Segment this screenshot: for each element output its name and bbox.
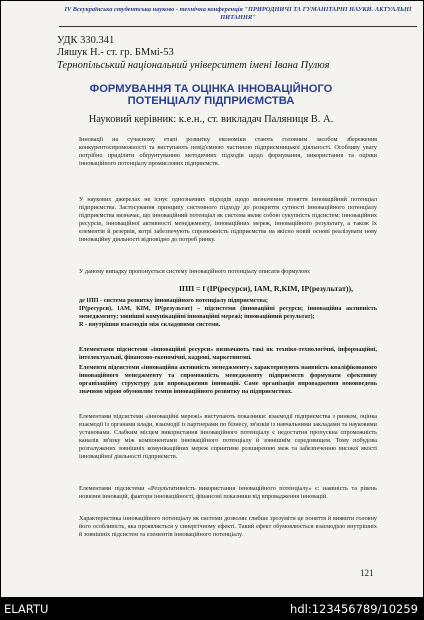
paragraph-9	[57, 515, 377, 539]
paragraph-3-text: У даному випадку пропонується систему інноваційного потенціалу описати формулою:	[79, 268, 311, 275]
document-page	[1, 1, 423, 597]
paragraph-1	[57, 136, 377, 168]
paragraph-4	[57, 297, 377, 329]
paragraph-7	[57, 413, 377, 460]
repository-footer	[0, 598, 424, 620]
paragraph-6	[57, 364, 377, 396]
paragraph-5-text: Елементами підсистеми «інноваційні ресурси» визначають такі як техніко-технологічні, інформаційні, інтелектуальні, фінансово-економічні, кадрові, маркетингові.	[79, 346, 377, 361]
paragraph-5	[57, 346, 377, 362]
paragraph-4a-text: де ІПП - система розвитку інноваційного потенціалу підприємства;	[79, 297, 269, 304]
paragraph-8-text: Елементами підсистеми «Результативність використання інноваційного потенціалу» є: наявність та рівень новизни інновацій, фактори інноваційності, фінансові показники від впровадження інновацій.	[79, 485, 377, 500]
advisor-line: Науковий керівник: к.е.н., ст. викладач Паляниця В. А.	[88, 114, 334, 125]
udk-code: УДК 330.341	[57, 35, 115, 46]
paragraph-2-text: У наукових джерелах не існує однозначних підходів щодо визначення поняття інноваційний потенціал підприємства. Застосування принципу системного підходу до розкриття сутності інноваційного потенціалу підприємства визначає, що інноваційний потенціал як система являє собою сукупність підсистем: інноваційних ресурсів, інноваційної активності менеджменту, інноваційних мереж, інноваційного результату, а також їх елементів й резервів, котрі забезпечують спроможність підприємства на якісно новій основі реалізувати нову інноваційну діяльності відповідно до потреб ринку.	[79, 196, 377, 243]
paragraph-4b-text: ІР(ресурси), ІАМ, КІМ, ІР(результат) – підсистеми (інноваційні ресурси; інноваційна активність менеджменту; зовнішні комунікаційні інноваційні мережі; інноваційний результат);	[79, 304, 377, 320]
paragraph-1-text: Інновації на сучасному етапі розвитку економіки стають головним засобом збереження конкурентоспроможності та виступають невід'ємною частиною підприємницької діяльності. Особливу увагу потрібно приділяти обґрунтуванню методичних підходів щодо формування, використання та оцінки інноваційного потенціалу промислових підприємств.	[79, 136, 377, 167]
author-line: Ляшук Н.- ст. гр. БМмі-53	[57, 47, 174, 58]
paragraph-2	[57, 196, 377, 243]
university-line: Тернопільський національний університет імені Івана Пулюя	[57, 60, 330, 71]
paragraph-4c-text: R - внутрішня взаємодія між складовими системи.	[79, 320, 221, 328]
paragraph-9-text: Характеристика інноваційного потенціалу як системи дозволяє глибше зрозуміти це поняття й виявити головну його особливість, яка проявляється у синергічному ефекті. Такий ефект обумовлюється взаємодією внутрішніх й зовнішніх підсистем та елементів інноваційного потенціалу.	[79, 515, 377, 538]
paragraph-3	[57, 268, 377, 276]
repository-name: ELARTU	[4, 602, 49, 616]
paragraph-7-text: Елементами підсистеми «інноваційні мережі» виступають показники: взаємодії підприємства з ринком, оцінка взаємодії із органами влади, взаємодії із партнерами по бізнесу, зв'язків із навчальними закладами та науковими установами. Слабким місцем використання інноваційного потенціалу є недостатня пропускна спроможність каналів зв'язку між компонентами інноваційного потенціалу й зовнішнім середовищем. Тому побудова розгалужених зовнішніх комунікаційних мереж сприятиме розширенню меж та забезпеченню високої якості інноваційної діяльності підприємств.	[79, 413, 377, 460]
page-number: 121	[360, 568, 374, 578]
formula: ІПП = f (ІР(ресурси), ІАМ, R,КІМ, ІР(результат)),	[179, 284, 354, 293]
paragraph-8	[57, 485, 377, 501]
paper-title: ФОРМУВАННЯ ТА ОЦІНКА ІННОВАЦІЙНОГО ПОТЕНЦІАЛУ ПІДПРИЄМСТВА	[89, 83, 333, 107]
conference-header: IV Всеукраїнська студентська науково - технічна конференція "ПРИРОДНИЧІ ТА ГУМАНІТАРНІ НАУКИ. АКТУАЛЬНІ ПИТАННЯ"	[59, 3, 417, 27]
paragraph-6-text: Елементи підсистеми «інноваційна активність менеджменту» характеризують наявність кваліфікованого інноваційного менеджменту та спроможність менеджменту підприємств формувати ефективну організаційну структуру для впровадження інновацій. Саме організація впровадження нововведень значною мірою обумовлює темпи інноваційного розвитку на підприємствах.	[79, 364, 377, 395]
handle-id[interactable]: hdl:123456789/10259	[290, 602, 418, 616]
